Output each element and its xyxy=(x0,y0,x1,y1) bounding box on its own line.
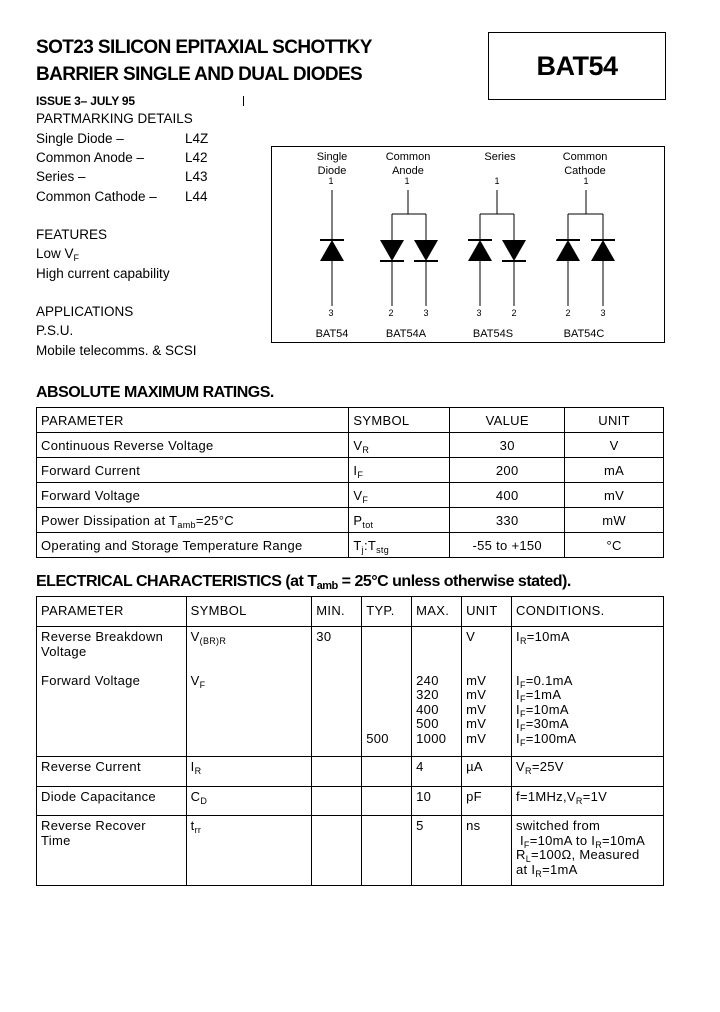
col-header: TYP. xyxy=(362,597,412,627)
symbol-cell: $t_{rr}$ xyxy=(186,816,312,886)
unit-cell: µA xyxy=(462,757,512,787)
feature-low-vf: Low $V_F$ xyxy=(36,246,80,263)
diode-triangle xyxy=(414,240,438,261)
pinout-diagram xyxy=(0,0,720,360)
pin-number: 2 xyxy=(565,308,571,318)
param-cell: Reverse Recover Time xyxy=(37,816,187,886)
max-cell: 4 xyxy=(412,757,462,787)
title-line-1: SOT23 SILICON EPITAXIAL SCHOTTKY xyxy=(36,37,372,58)
max-cell: 240 320 400 500 1000 xyxy=(412,671,462,757)
unit-cell: mW xyxy=(565,508,664,533)
typ-cell xyxy=(362,627,412,671)
value-cell: 400 xyxy=(450,483,565,508)
symbol-cell: $V_R$ xyxy=(349,433,450,458)
partmarking-label: Series – xyxy=(36,169,86,184)
partmarking-code: L42 xyxy=(185,150,208,165)
table-row xyxy=(37,787,664,816)
max-cell: 5 xyxy=(412,816,462,886)
part-number: BAT54 xyxy=(536,51,618,81)
issue-label: ISSUE 3– JULY 95 xyxy=(36,94,135,108)
col-header: SYMBOL xyxy=(349,408,450,433)
feature-high-current: High current capability xyxy=(36,266,170,281)
label-series: Series xyxy=(484,151,516,163)
pin-number: 2 xyxy=(388,308,394,318)
applications-heading: APPLICATIONS xyxy=(36,304,134,319)
unit-cell: V xyxy=(462,627,512,671)
symbol-cell: $P_{tot}$ xyxy=(349,508,450,533)
partmarking-heading: PARTMARKING DETAILS xyxy=(36,111,193,126)
pin-number: 3 xyxy=(476,308,482,318)
param-cell: Continuous Reverse Voltage xyxy=(37,433,349,458)
unit-cell: mV xyxy=(565,483,664,508)
param-cell: Operating and Storage Temperature Range xyxy=(37,533,349,558)
min-cell xyxy=(312,757,362,787)
param-cell: Reverse Breakdown Voltage xyxy=(37,627,187,671)
symbol-cell: $T_j:T_{stg}$ xyxy=(349,533,450,558)
label-anode-2: Anode xyxy=(392,165,424,177)
unit-cell: mV mV mV mV mV xyxy=(462,671,512,757)
col-header: CONDITIONS. xyxy=(512,597,664,627)
cond-cell: switched from $I_F=10mA$ to $I_R=10mA$ $R_L=100\Omega$, Measured at $I_R=1mA$ xyxy=(512,816,664,886)
col-header: PARAMETER xyxy=(37,408,349,433)
title-line-2: BARRIER SINGLE AND DUAL DIODES xyxy=(36,64,363,85)
pin-number: 1 xyxy=(404,176,410,186)
pin-number: 1 xyxy=(583,176,589,186)
elec-heading: ELECTRICAL CHARACTERISTICS (at $T_{amb} = 25^\circ C$ unless otherwise stated). xyxy=(36,573,571,592)
table-row xyxy=(37,483,664,508)
cond-cell: $f=1MHz,V_R=1V$ xyxy=(512,787,664,816)
cond-cell: $V_R=25V$ xyxy=(512,757,664,787)
col-header: PARAMETER xyxy=(37,597,187,627)
pin-number: 3 xyxy=(423,308,429,318)
diode-triangle xyxy=(380,240,404,261)
cond-cell: $I_F=0.1mA$ $I_F=1mA$ $I_F=10mA$ $I_F=30mA$ $I_F=100mA$ xyxy=(512,671,664,757)
pin-number: 3 xyxy=(328,308,334,318)
application-mobile: Mobile telecomms. & SCSI xyxy=(36,343,197,358)
table-row xyxy=(37,627,664,671)
col-header: MIN. xyxy=(312,597,362,627)
min-cell xyxy=(312,671,362,757)
param-cell: Forward Current xyxy=(37,458,349,483)
unit-cell: V xyxy=(565,433,664,458)
symbol-cell: $V_F$ xyxy=(186,671,312,757)
min-cell xyxy=(312,787,362,816)
label-cathode-1: Common xyxy=(562,151,608,163)
unit-cell: °C xyxy=(565,533,664,558)
part-label-series: BAT54S xyxy=(472,328,514,340)
part-label-anode: BAT54A xyxy=(385,328,427,340)
diode-triangle xyxy=(502,240,526,261)
symbol-cell: $C_D$ xyxy=(186,787,312,816)
col-header: MAX. xyxy=(412,597,462,627)
param-cell: Diode Capacitance xyxy=(37,787,187,816)
max-cell xyxy=(412,627,462,671)
part-label-single: BAT54 xyxy=(315,328,349,340)
symbol-cell: $I_F$ xyxy=(349,458,450,483)
typ-cell: 500 xyxy=(362,671,412,757)
value-cell: 30 xyxy=(450,433,565,458)
partmarking-label: Common Anode – xyxy=(36,150,145,165)
table-header-row xyxy=(37,597,664,627)
table-row xyxy=(37,757,664,787)
pin-number: 1 xyxy=(328,176,334,186)
pin-number: 3 xyxy=(600,308,606,318)
table-row xyxy=(37,433,664,458)
table-row xyxy=(37,671,664,757)
label-single-1: Single xyxy=(316,151,348,163)
param-cell: Reverse Current xyxy=(37,757,187,787)
col-header: SYMBOL xyxy=(186,597,312,627)
label-cathode-2: Cathode xyxy=(564,165,606,177)
table-row xyxy=(37,508,664,533)
typ-cell xyxy=(362,787,412,816)
param-cell: Forward Voltage xyxy=(37,483,349,508)
symbol-cell: $V_F$ xyxy=(349,483,450,508)
partmarking-label: Single Diode – xyxy=(36,131,124,146)
param-cell: Power Dissipation at $T_{amb}=25^\circ C$ xyxy=(37,508,349,533)
partmarking-label: Common Cathode – xyxy=(36,189,157,204)
max-cell: 10 xyxy=(412,787,462,816)
features-heading: FEATURES xyxy=(36,227,108,242)
typ-cell xyxy=(362,816,412,886)
diode-triangle xyxy=(556,240,580,261)
cond-cell: $I_R=10mA$ xyxy=(512,627,664,671)
table-row xyxy=(37,816,664,886)
diode-triangle xyxy=(320,240,344,261)
pin-number: 1 xyxy=(494,176,500,186)
table-row xyxy=(37,458,664,483)
partmarking-code: L4Z xyxy=(185,131,209,146)
unit-cell: pF xyxy=(462,787,512,816)
min-cell: 30 xyxy=(312,627,362,671)
symbol-cell: $V_{(BR)R}$ xyxy=(186,627,312,671)
table-row xyxy=(37,533,664,558)
param-cell: Forward Voltage xyxy=(37,671,187,757)
table-header-row xyxy=(37,408,664,433)
unit-cell: ns xyxy=(462,816,512,886)
typ-cell xyxy=(362,757,412,787)
partmarking-code: L43 xyxy=(185,169,208,184)
col-header: UNIT xyxy=(462,597,512,627)
col-header: UNIT xyxy=(565,408,664,433)
symbol-cell: $I_R$ xyxy=(186,757,312,787)
pin-number: 2 xyxy=(511,308,517,318)
abs-max-heading: ABSOLUTE MAXIMUM RATINGS. xyxy=(36,384,274,401)
label-anode-1: Common xyxy=(385,151,431,163)
unit-cell: mA xyxy=(565,458,664,483)
value-cell: 200 xyxy=(450,458,565,483)
min-cell xyxy=(312,816,362,886)
diode-triangle xyxy=(468,240,492,261)
value-cell: -55 to +150 xyxy=(450,533,565,558)
abs-max-table xyxy=(36,407,664,558)
label-single-2: Diode xyxy=(317,165,347,177)
col-header: VALUE xyxy=(450,408,565,433)
partmarking-code: L44 xyxy=(185,189,208,204)
part-label-cathode: BAT54C xyxy=(563,328,605,340)
application-psu: P.S.U. xyxy=(36,323,74,338)
diode-triangle xyxy=(591,240,615,261)
elec-table xyxy=(36,596,664,886)
value-cell: 330 xyxy=(450,508,565,533)
